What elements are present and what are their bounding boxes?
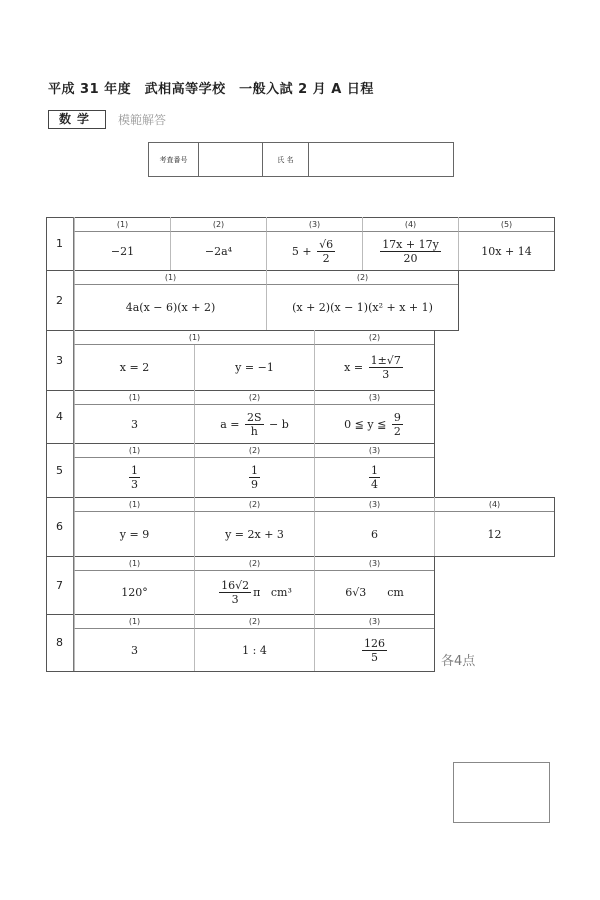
answer-cell: [74, 629, 194, 671]
question-number: 6: [46, 497, 74, 556]
sub-question-header: (3): [314, 443, 434, 458]
answer-text: π cm³: [253, 586, 292, 599]
answer-cell: [74, 345, 194, 390]
denominator: 2: [322, 251, 330, 265]
fraction: [245, 411, 264, 438]
denominator: 2: [393, 424, 401, 438]
sub-question-header: (1): [74, 330, 314, 345]
answer-cell: [74, 405, 194, 443]
answer-cell: [362, 232, 458, 270]
sub-question-header: (3): [314, 614, 434, 629]
fraction: [219, 579, 251, 606]
answer-text: 3: [131, 643, 138, 657]
answer-cell: [194, 571, 314, 614]
denominator: 3: [131, 478, 138, 491]
answer-text: 6√3 cm: [345, 586, 404, 599]
answer-cell: [458, 232, 554, 270]
denominator: 9: [251, 478, 258, 491]
sub-question-header: (5): [458, 217, 554, 232]
answer-text: 1 : 4: [242, 643, 267, 657]
answer-cell: [314, 405, 434, 443]
fraction: [249, 464, 260, 491]
answer-text: 120°: [121, 586, 148, 599]
answer-cell: [266, 285, 458, 330]
answer-cell: [194, 458, 314, 497]
sub-question-header: (1): [74, 497, 194, 512]
answer-text: y = −1: [235, 361, 274, 374]
sub-question-header: (1): [74, 556, 194, 571]
sub-question-header: (1): [74, 390, 194, 405]
question-number: 4: [46, 390, 74, 443]
answer-text: (x + 2)(x − 1)(x² + x + 1): [292, 301, 433, 314]
sub-question-header: (2): [314, 330, 434, 345]
sub-question-header: (3): [314, 390, 434, 405]
answer-cell: [74, 458, 194, 497]
question-number: 3: [46, 330, 74, 390]
answer-text: x =: [344, 361, 367, 374]
sub-question-header: (2): [194, 614, 314, 629]
numerator: 1: [131, 464, 138, 477]
denominator: 20: [403, 251, 418, 265]
answer-text: 6: [371, 527, 378, 541]
answer-text: 0 ≦ y ≦: [344, 417, 390, 431]
answer-cell: [74, 232, 170, 270]
sub-question-header: (1): [74, 270, 266, 285]
sub-question-header: (2): [194, 443, 314, 458]
answer-text: a =: [220, 417, 243, 431]
answer-text: 12: [487, 527, 502, 541]
numerator: √6: [319, 237, 334, 251]
answer-text: y = 2x + 3: [225, 527, 284, 541]
answer-cell: [194, 512, 314, 556]
answer-cell: [194, 345, 314, 390]
answer-cell: [434, 512, 554, 556]
answer-cell: [170, 232, 266, 270]
handwritten-note: 各4点: [441, 654, 476, 669]
answer-text: 10x + 14: [481, 244, 532, 258]
answer-cell: [194, 405, 314, 443]
answer-cell: [266, 232, 362, 270]
denominator: 3: [231, 593, 239, 606]
fraction: [369, 464, 380, 491]
answer-cell: [194, 629, 314, 671]
question-number: 7: [46, 556, 74, 614]
fraction: [380, 238, 441, 265]
sub-question-header: (2): [170, 217, 266, 232]
answer-text: −21: [110, 244, 135, 258]
answer-text: −2a⁴: [204, 244, 233, 258]
page-title: 平成 31 年度 武相高等学校 一般入試 2 月 A 日程: [48, 82, 374, 97]
question-number: 5: [46, 443, 74, 497]
numerator: 1: [251, 464, 258, 477]
numerator: 16√2: [221, 579, 250, 592]
numerator: 9: [393, 410, 401, 424]
numerator: 126: [364, 636, 385, 650]
answer-text: 5 +: [291, 244, 316, 258]
sub-question-header: (4): [434, 497, 554, 512]
numerator: 17x + 17y: [382, 237, 439, 251]
answer-text: y = 9: [119, 527, 150, 541]
denominator: 5: [371, 650, 378, 664]
fraction: [392, 411, 403, 438]
denominator: 4: [371, 478, 378, 491]
sub-question-header: (1): [74, 217, 170, 232]
answer-text: − b: [265, 417, 289, 431]
question-number: 8: [46, 614, 74, 671]
answer-text: 4a(x − 6)(x + 2): [125, 301, 216, 314]
sub-question-header: (3): [314, 497, 434, 512]
sub-question-header: (2): [194, 390, 314, 405]
fraction: [317, 238, 335, 265]
exam-number-field[interactable]: [198, 142, 263, 177]
answer-cell: [314, 458, 434, 497]
answer-cell: [74, 512, 194, 556]
denominator: 3: [382, 368, 390, 381]
numerator: 1: [371, 464, 378, 477]
question-number: 1: [46, 217, 74, 270]
answer-text: x = 2: [119, 361, 150, 374]
sub-question-header: (2): [266, 270, 458, 285]
answer-cell: [314, 571, 434, 614]
answer-cell: [314, 512, 434, 556]
score-box: [453, 762, 550, 823]
name-label: 氏 名: [262, 142, 309, 177]
answer-cell: [74, 285, 266, 330]
question-number: 2: [46, 270, 74, 330]
numerator: 1±√7: [370, 354, 401, 367]
name-field[interactable]: [308, 142, 454, 177]
numerator: 2S: [246, 410, 262, 424]
answer-cell: [314, 345, 434, 390]
sub-question-header: (3): [314, 556, 434, 571]
fraction: [129, 464, 140, 491]
exam-number-label: 考査番号: [148, 142, 199, 177]
answer-cell: [74, 571, 194, 614]
fraction: [362, 637, 387, 664]
subtitle: 模範解答: [118, 113, 167, 127]
answer-cell: [314, 629, 434, 671]
fraction: [369, 354, 403, 381]
sub-question-header: (2): [194, 556, 314, 571]
sub-question-header: (4): [362, 217, 458, 232]
subject-label: 数学: [48, 110, 106, 129]
sub-question-header: (1): [74, 443, 194, 458]
sub-question-header: (1): [74, 614, 194, 629]
denominator: h: [250, 424, 258, 438]
sub-question-header: (2): [194, 497, 314, 512]
answer-text: 3: [131, 417, 138, 431]
sub-question-header: (3): [266, 217, 362, 232]
